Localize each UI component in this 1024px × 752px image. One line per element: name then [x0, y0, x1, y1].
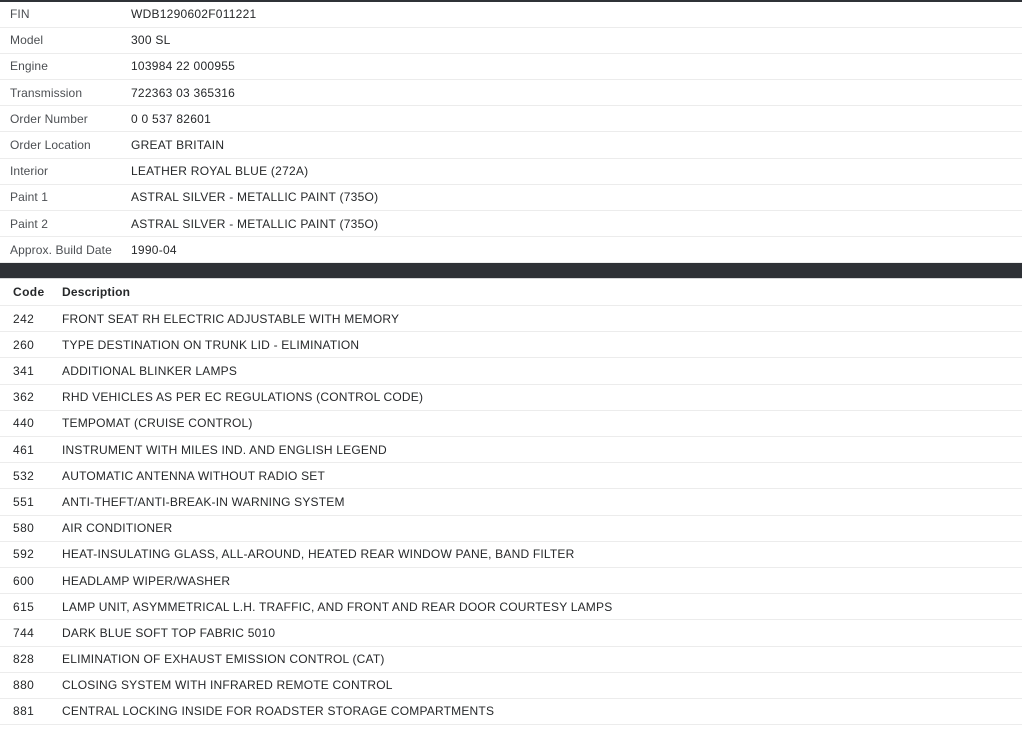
option-code: 461: [0, 437, 62, 463]
option-code-row: [0, 567, 1022, 593]
option-code: 580: [0, 515, 62, 541]
option-description: CENTRAL LOCKING INSIDE FOR ROADSTER STORAGE COMPARTMENTS: [62, 698, 1022, 724]
option-code: 551: [0, 489, 62, 515]
option-code: 744: [0, 620, 62, 646]
option-description: CLOSING SYSTEM WITH INFRARED REMOTE CONTROL: [62, 672, 1022, 698]
option-description: HEAT-INSULATING GLASS, ALL-AROUND, HEATED REAR WINDOW PANE, BAND FILTER: [62, 541, 1022, 567]
option-code: 260: [0, 332, 62, 358]
option-code: 242: [0, 306, 62, 332]
option-code-row: [0, 672, 1022, 698]
info-label: Approx. Build Date: [0, 237, 131, 263]
vehicle-info-body: [0, 1, 1022, 263]
info-label: Paint 2: [0, 211, 131, 237]
option-code-row: [0, 384, 1022, 410]
option-code-row: [0, 358, 1022, 384]
option-codes-header: [0, 279, 1022, 305]
option-description: AUTOMATIC ANTENNA WITHOUT RADIO SET: [62, 463, 1022, 489]
vehicle-info-row: [0, 237, 1022, 263]
vehicle-info-table: [0, 0, 1022, 263]
option-code-row: [0, 515, 1022, 541]
info-label: Order Location: [0, 132, 131, 158]
info-value: LEATHER ROYAL BLUE (272A): [131, 158, 1022, 184]
vehicle-info-row: [0, 184, 1022, 210]
option-code-row: [0, 306, 1022, 332]
option-code-row: [0, 646, 1022, 672]
option-code: 880: [0, 672, 62, 698]
option-code: 592: [0, 541, 62, 567]
option-code: 828: [0, 646, 62, 672]
option-code: 532: [0, 463, 62, 489]
option-description: DARK BLUE SOFT TOP FABRIC 5010: [62, 620, 1022, 646]
option-description: ADDITIONAL BLINKER LAMPS: [62, 358, 1022, 384]
option-description: AIR CONDITIONER: [62, 515, 1022, 541]
vehicle-info-row: [0, 80, 1022, 106]
option-code: 615: [0, 594, 62, 620]
info-value: WDB1290602F011221: [131, 1, 1022, 27]
code-column-header: Code: [0, 279, 62, 305]
info-value: 722363 03 365316: [131, 80, 1022, 106]
info-value: 300 SL: [131, 27, 1022, 53]
option-codes-table: [0, 279, 1022, 725]
header-row: [0, 279, 1022, 305]
info-value: 0 0 537 82601: [131, 106, 1022, 132]
info-value: 1990-04: [131, 237, 1022, 263]
section-divider-bar: [0, 263, 1022, 279]
option-description: LAMP UNIT, ASYMMETRICAL L.H. TRAFFIC, AND FRONT AND REAR DOOR COURTESY LAMPS: [62, 594, 1022, 620]
option-code: 341: [0, 358, 62, 384]
option-code-row: [0, 620, 1022, 646]
info-label: Interior: [0, 158, 131, 184]
info-label: Engine: [0, 53, 131, 79]
option-code-row: [0, 698, 1022, 724]
vehicle-info-row: [0, 27, 1022, 53]
info-value: ASTRAL SILVER - METALLIC PAINT (735O): [131, 184, 1022, 210]
option-code: 362: [0, 384, 62, 410]
info-value: 103984 22 000955: [131, 53, 1022, 79]
option-description: TEMPOMAT (CRUISE CONTROL): [62, 410, 1022, 436]
option-description: ELIMINATION OF EXHAUST EMISSION CONTROL (CAT): [62, 646, 1022, 672]
option-code: 881: [0, 698, 62, 724]
vehicle-info-row: [0, 211, 1022, 237]
info-label: Transmission: [0, 80, 131, 106]
option-code-row: [0, 489, 1022, 515]
option-code-row: [0, 437, 1022, 463]
option-description: INSTRUMENT WITH MILES IND. AND ENGLISH LEGEND: [62, 437, 1022, 463]
option-description: ANTI-THEFT/ANTI-BREAK-IN WARNING SYSTEM: [62, 489, 1022, 515]
option-code-row: [0, 594, 1022, 620]
info-label: Order Number: [0, 106, 131, 132]
option-codes-body: [0, 306, 1022, 725]
option-code: 440: [0, 410, 62, 436]
option-code: 600: [0, 567, 62, 593]
description-column-header: Description: [62, 279, 1022, 305]
vehicle-info-row: [0, 132, 1022, 158]
option-description: FRONT SEAT RH ELECTRIC ADJUSTABLE WITH MEMORY: [62, 306, 1022, 332]
info-label: Model: [0, 27, 131, 53]
vehicle-info-row: [0, 106, 1022, 132]
vehicle-info-row: [0, 158, 1022, 184]
vehicle-info-row: [0, 53, 1022, 79]
option-code-row: [0, 463, 1022, 489]
vehicle-info-row: [0, 1, 1022, 27]
info-value: ASTRAL SILVER - METALLIC PAINT (735O): [131, 211, 1022, 237]
info-value: GREAT BRITAIN: [131, 132, 1022, 158]
info-label: FIN: [0, 1, 131, 27]
option-code-row: [0, 332, 1022, 358]
option-code-row: [0, 541, 1022, 567]
option-description: HEADLAMP WIPER/WASHER: [62, 567, 1022, 593]
info-label: Paint 1: [0, 184, 131, 210]
option-code-row: [0, 410, 1022, 436]
option-description: RHD VEHICLES AS PER EC REGULATIONS (CONTROL CODE): [62, 384, 1022, 410]
option-description: TYPE DESTINATION ON TRUNK LID - ELIMINATION: [62, 332, 1022, 358]
